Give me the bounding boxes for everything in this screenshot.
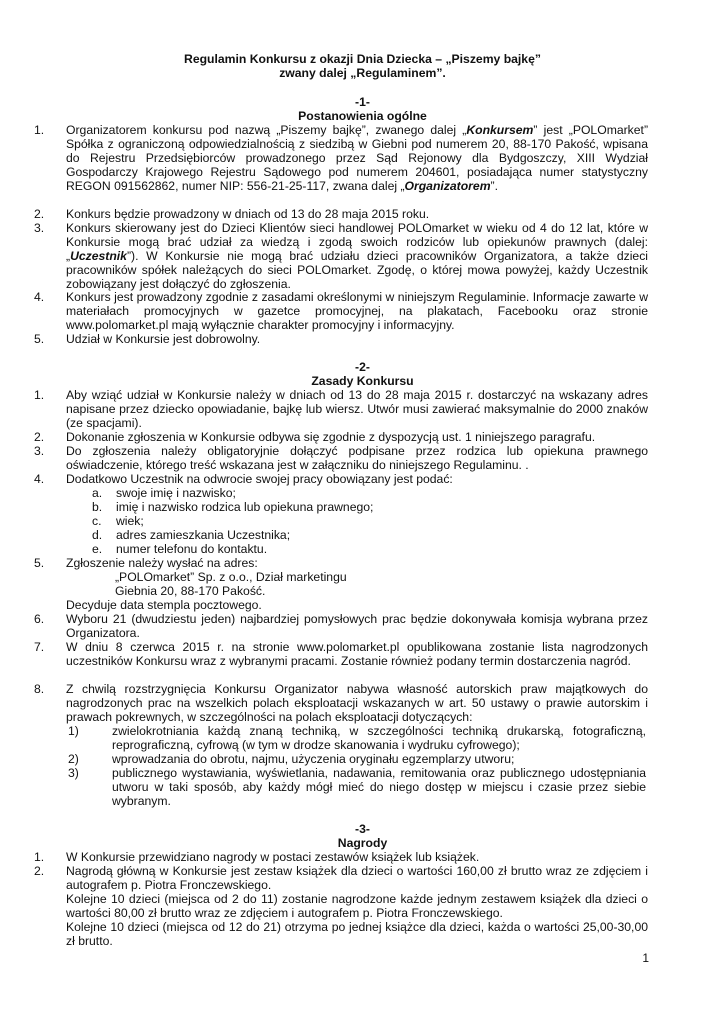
s2-item-4-b: b. imię i nazwisko rodzica lub opiekuna prawnego; [92, 500, 374, 514]
item-text: Udział w Konkursie jest dobrowolny. [66, 332, 261, 346]
section-3-heading: Nagrody [337, 836, 388, 850]
s2-item-8-3: 3) publicznego wystawiania, wyświetlania, nadawania, remitowania oraz publicznego udostępniania utworu w taki sposób, aby każdy mógł mieć do niego dostęp w miejscu i czasie przez siebie wybranym. [68, 766, 646, 809]
item-text: W Konkursie przewidziano nagrody w postaci zestawów książek lub książek. [66, 850, 480, 864]
item-number: 4. [34, 472, 45, 486]
s2-item-4 [34, 472, 648, 486]
s2-item-7 [34, 640, 648, 669]
s2-item-1 [34, 388, 648, 431]
s2-item-2 [34, 430, 648, 444]
s2-item-4-d: d. adres zamieszkania Uczestnika; [92, 528, 291, 542]
s1-item-1 [34, 123, 648, 194]
item-number: 3. [34, 221, 45, 235]
item-number: 4. [34, 290, 45, 304]
item-text: Nagrodą główną w Konkursie jest zestaw książek dla dzieci o wartości 160,00 zł brutto wraz ze zdjęciem i autografem p. Piotra Fronczewskiego. [66, 864, 648, 893]
item-text: Wyboru 21 (dwudziestu jeden) najbardziej pomysłowych prac będzie dokonywała komisja wybrana przez Organizatora. [66, 612, 648, 641]
s2-item-4-c: c. wiek; [92, 514, 144, 528]
s2-item-8 [34, 682, 648, 725]
item-number: 1. [34, 388, 45, 402]
s1-item-4 [34, 290, 648, 333]
item-number: 7. [34, 640, 45, 654]
section-1-number: -1- [355, 95, 370, 109]
prize-paragraph: Kolejne 10 dzieci (miejsca od 12 do 21) otrzyma po jednej książce dla dzieci, każda o wartości 25,00-30,00 zł brutto. [66, 920, 648, 949]
document-title-line2: zwany dalej „Regulaminem”. [279, 66, 446, 80]
s1-item-2 [34, 207, 648, 221]
section-1-heading: Postanowienia ogólne [298, 109, 427, 123]
item-number: 1. [34, 123, 45, 137]
address-line-1: „POLOmarket” Sp. z o.o., Dział marketingu [115, 570, 347, 584]
s2-item-4-e: e. numer telefonu do kontaktu. [92, 542, 268, 556]
address-line-2: Giebnia 20, 88-170 Pakość. [115, 584, 266, 598]
s1-item-3 [34, 221, 648, 292]
s2-item-8-2: 2) wprowadzania do obrotu, najmu, użyczenia oryginału egzemplarzy utworu; [68, 752, 515, 766]
postmark-note: Decyduje data stempla pocztowego. [66, 598, 262, 612]
section-2-heading: Zasady Konkursu [311, 374, 414, 388]
item-number: 5. [34, 332, 45, 346]
item-number: 2. [34, 430, 45, 444]
page-number: 1 [642, 951, 649, 965]
section-3-number: -3- [355, 822, 370, 836]
document-title-line1: Regulamin Konkursu z okazji Dnia Dziecka – „Piszemy bajkę” [184, 52, 541, 66]
item-number: 3. [34, 444, 45, 458]
prize-paragraph: Kolejne 10 dzieci (miejsca od 2 do 11) zostanie nagrodzone każde jednym zestawem książek dla dzieci o wartości 80,00 zł brutto wraz ze zdjęciem i autografem p. Piotra Fronczewskiego. [66, 892, 648, 921]
item-number: 1. [34, 850, 45, 864]
item-text: Dodatkowo Uczestnik na odwrocie swojej pracy obowiązany jest podać: [66, 472, 453, 486]
s2-item-4-a: a. swoje imię i nazwisko; [92, 486, 236, 500]
section-2-number: -2- [355, 360, 370, 374]
item-text: Z chwilą rozstrzygnięcia Konkursu Organizator nabywa własność autorskich praw majątkowych do nagrodzonych prac na wszelkich polach eksploatacji wskazanych w art. 50 ustawy o prawie autorskim i prawach pokrewnych, w szczególności na polach eksploatacji dotyczących: [66, 682, 648, 725]
item-text: Konkurs skierowany jest do Dzieci Klientów sieci handlowej POLOmarket w wieku od 4 do 12 lat, które w Konkursie mogą brać udział za wiedzą i zgodą swoich rodziców lub opiekunów prawnych (dalej: „Uczestnik”). W Konkursie nie mogą brać udziału dzieci pracowników Organizatora, a także dzieci pracowników spółek należących do sieci POLOmarket. Zgodę, o której mowa powyżej, każdy Uczestnik zobowiązany jest dołączyć do zgłoszenia. [66, 221, 648, 292]
s1-item-5 [34, 332, 648, 346]
s3-extra-2 [66, 920, 648, 948]
item-text: Organizatorem konkursu pod nazwą „Piszemy bajkę”, zwanego dalej „Konkursem” jest „POLOmarket” Spółka z ograniczoną odpowiedzialnością z siedzibą w Giebni pod numerem 20, 88-170 Pakość, wpisana do Rejestru Przedsiębiorców prowadzonego przez Sąd Rejonowy dla Bydgoszczy, XIII Wydział Gospodarczy Krajowego Rejestru Sądowego pod numerem 204601, posiadająca numer statystyczny REGON 091562862, numer NIP: 556-21-25-117, zwana dalej „Organizatorem”. [66, 123, 648, 194]
item-number: 5. [34, 556, 45, 570]
item-text: Do zgłoszenia należy obligatoryjnie dołączyć podpisane przez rodzica lub opiekuna prawnego oświadczenie, którego treść wskazana jest w załączniku do niniejszego Regulaminu. . [66, 444, 648, 473]
item-text: W dniu 8 czerwca 2015 r. na stronie www.polomarket.pl opublikowana zostanie lista nagrodzonych uczestników Konkursu wraz z wybranymi pracami. Zostanie również podany termin dostarczenia nagród. [66, 640, 648, 669]
item-number: 2. [34, 207, 45, 221]
s2-item-6 [34, 612, 648, 641]
s3-item-2 [34, 864, 648, 893]
item-number: 2. [34, 864, 45, 878]
item-text: Aby wziąć udział w Konkursie należy w dniach od 13 do 28 maja 2015 r. dostarczyć na wskazany adres napisane przez dziecko opowiadanie, bajkę lub wiersz. Utwór musi zawierać maksymalnie do 2000 znaków (ze spacjami). [66, 388, 648, 431]
s2-item-8-1: 1) zwielokrotniania każdą znaną techniką, w szczególności techniką drukarską, fotograficzną, reprograficzną, cyfrową (w tym w drodze skanowania i wydruku cyfrowego); [68, 724, 646, 753]
item-text: Konkurs będzie prowadzony w dniach od 13 do 28 maja 2015 roku. [66, 207, 430, 221]
item-number: 6. [34, 612, 45, 626]
s3-extra-1 [66, 892, 648, 920]
s3-item-1 [34, 850, 648, 864]
s2-item-5 [34, 556, 648, 570]
item-text: Zgłoszenie należy wysłać na adres: [66, 556, 258, 570]
item-text: Dokonanie zgłoszenia w Konkursie odbywa się zgodnie z dyspozycją ust. 1 niniejszego paragrafu. [66, 430, 596, 444]
s2-item-3 [34, 444, 648, 473]
item-text: Konkurs jest prowadzony zgodnie z zasadami określonymi w niniejszym Regulaminie. Informacje zawarte w materiałach promocyjnych w gazetce promocyjnej, na plakatach, Facebooku oraz stronie www.polomarket.pl mają wyłącznie charakter promocyjny i informacyjny. [66, 290, 648, 333]
item-number: 8. [34, 682, 45, 696]
